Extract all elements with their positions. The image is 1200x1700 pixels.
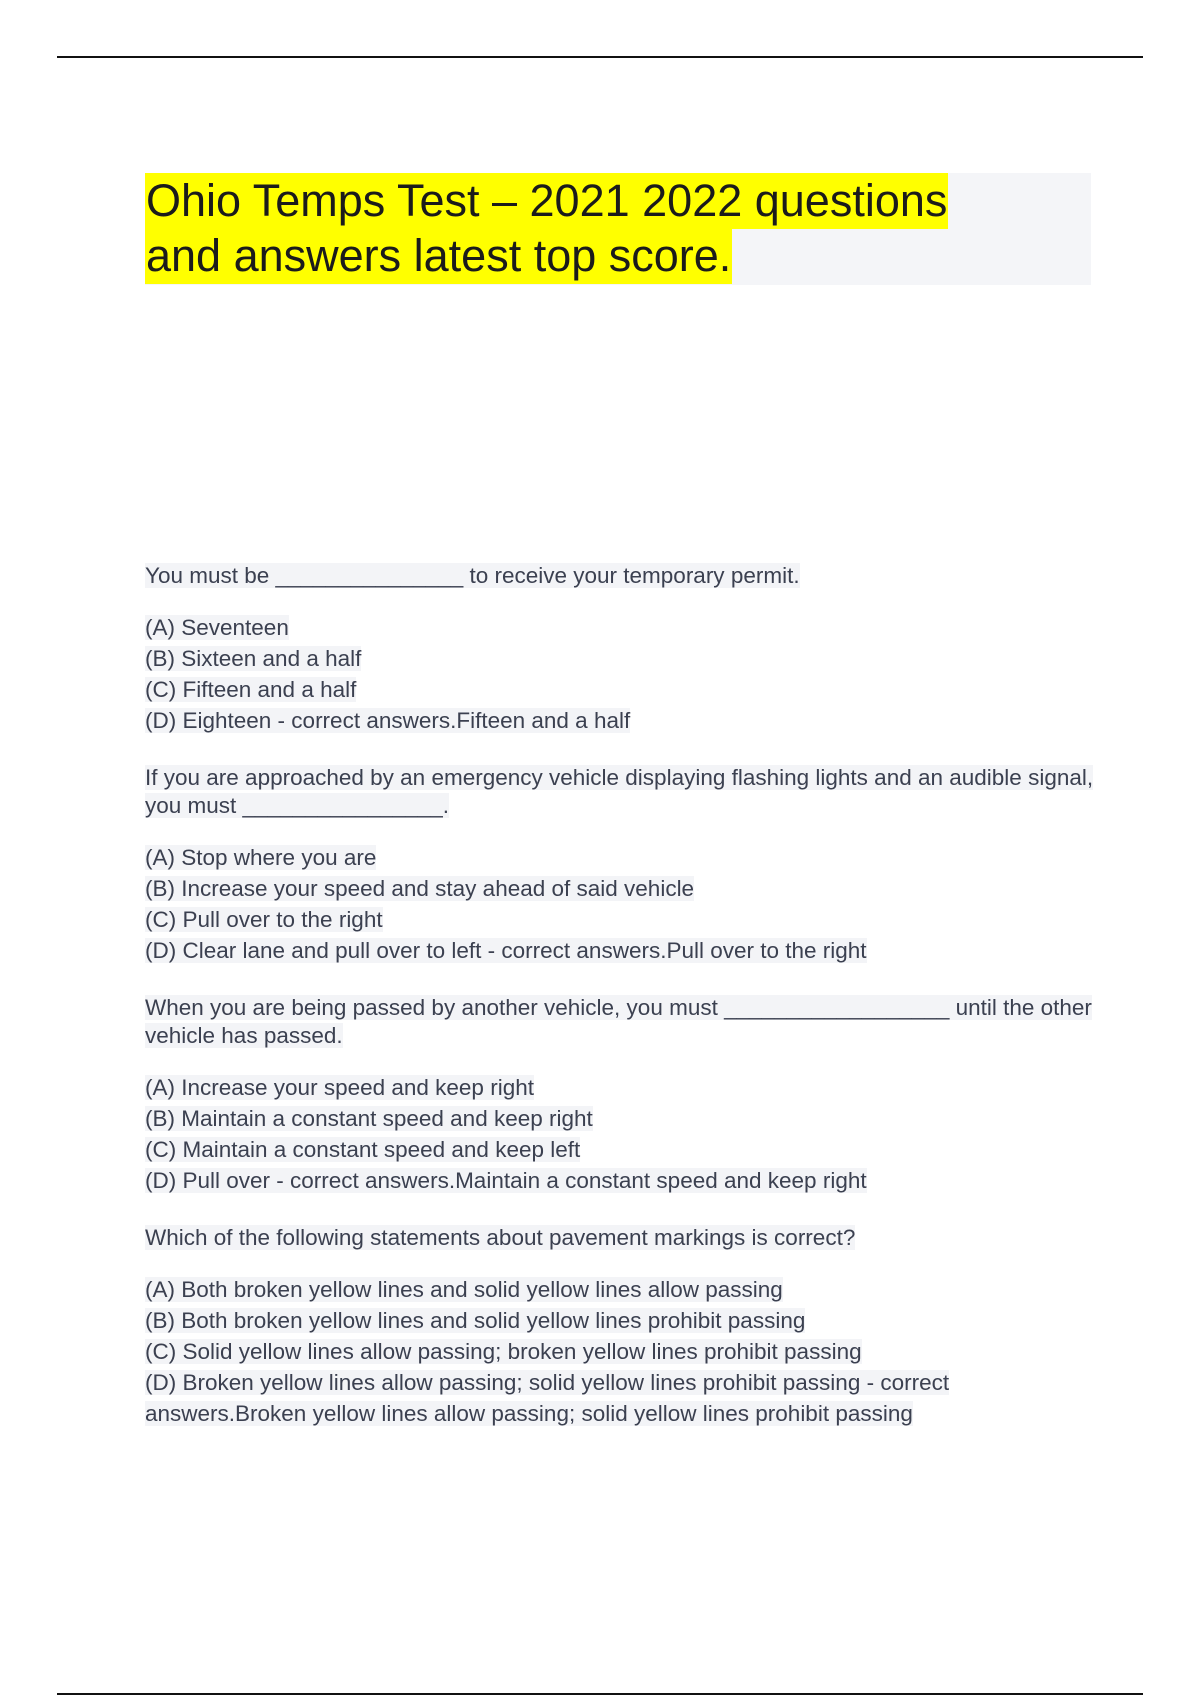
document-title xyxy=(145,173,1091,285)
question-4 xyxy=(145,1224,1095,1431)
option-c: (C) Maintain a constant speed and keep left xyxy=(145,1137,581,1162)
answer-options xyxy=(145,1276,1095,1431)
title-line-1: Ohio Temps Test – 2021 2022 questions xyxy=(145,173,948,229)
option-c: (C) Fifteen and a half xyxy=(145,677,357,702)
option-b: (B) Sixteen and a half xyxy=(145,646,362,671)
question-3 xyxy=(145,994,1095,1198)
top-rule xyxy=(57,56,1143,58)
option-c: (C) Solid yellow lines allow passing; broken yellow lines prohibit passing xyxy=(145,1339,862,1364)
question-text: When you are being passed by another vehicle, you must __________________ until the other vehicle has passed. xyxy=(145,995,1092,1048)
option-d: (D) Pull over - correct answers.Maintain a constant speed and keep right xyxy=(145,1168,867,1193)
bottom-rule xyxy=(57,1693,1143,1695)
option-d: (D) Clear lane and pull over to left - correct answers.Pull over to the right xyxy=(145,938,867,963)
option-a: (A) Increase your speed and keep right xyxy=(145,1075,534,1100)
option-b: (B) Increase your speed and stay ahead of said vehicle xyxy=(145,876,695,901)
option-d: (D) Eighteen - correct answers.Fifteen and a half xyxy=(145,708,631,733)
answer-options xyxy=(145,844,1095,968)
question-text: Which of the following statements about pavement markings is correct? xyxy=(145,1225,856,1250)
answer-options xyxy=(145,1074,1095,1198)
answer-options xyxy=(145,614,1095,738)
question-1 xyxy=(145,562,1095,738)
option-b: (B) Both broken yellow lines and solid yellow lines prohibit passing xyxy=(145,1308,806,1333)
title-line-2: and answers latest top score. xyxy=(145,228,732,284)
question-list xyxy=(145,562,1095,1457)
question-2 xyxy=(145,764,1095,968)
question-text: If you are approached by an emergency vehicle displaying flashing lights and an audible signal, you must ________________. xyxy=(145,765,1094,818)
option-c: (C) Pull over to the right xyxy=(145,907,383,932)
option-a: (A) Seventeen xyxy=(145,615,289,640)
option-b: (B) Maintain a constant speed and keep right xyxy=(145,1106,593,1131)
option-a: (A) Both broken yellow lines and solid yellow lines allow passing xyxy=(145,1277,783,1302)
question-text: You must be _______________ to receive your temporary permit. xyxy=(145,563,800,588)
option-d: (D) Broken yellow lines allow passing; solid yellow lines prohibit passing - correct answers.Broken yellow lines allow passing; solid yellow lines prohibit passing xyxy=(145,1370,950,1426)
option-a: (A) Stop where you are xyxy=(145,845,377,870)
